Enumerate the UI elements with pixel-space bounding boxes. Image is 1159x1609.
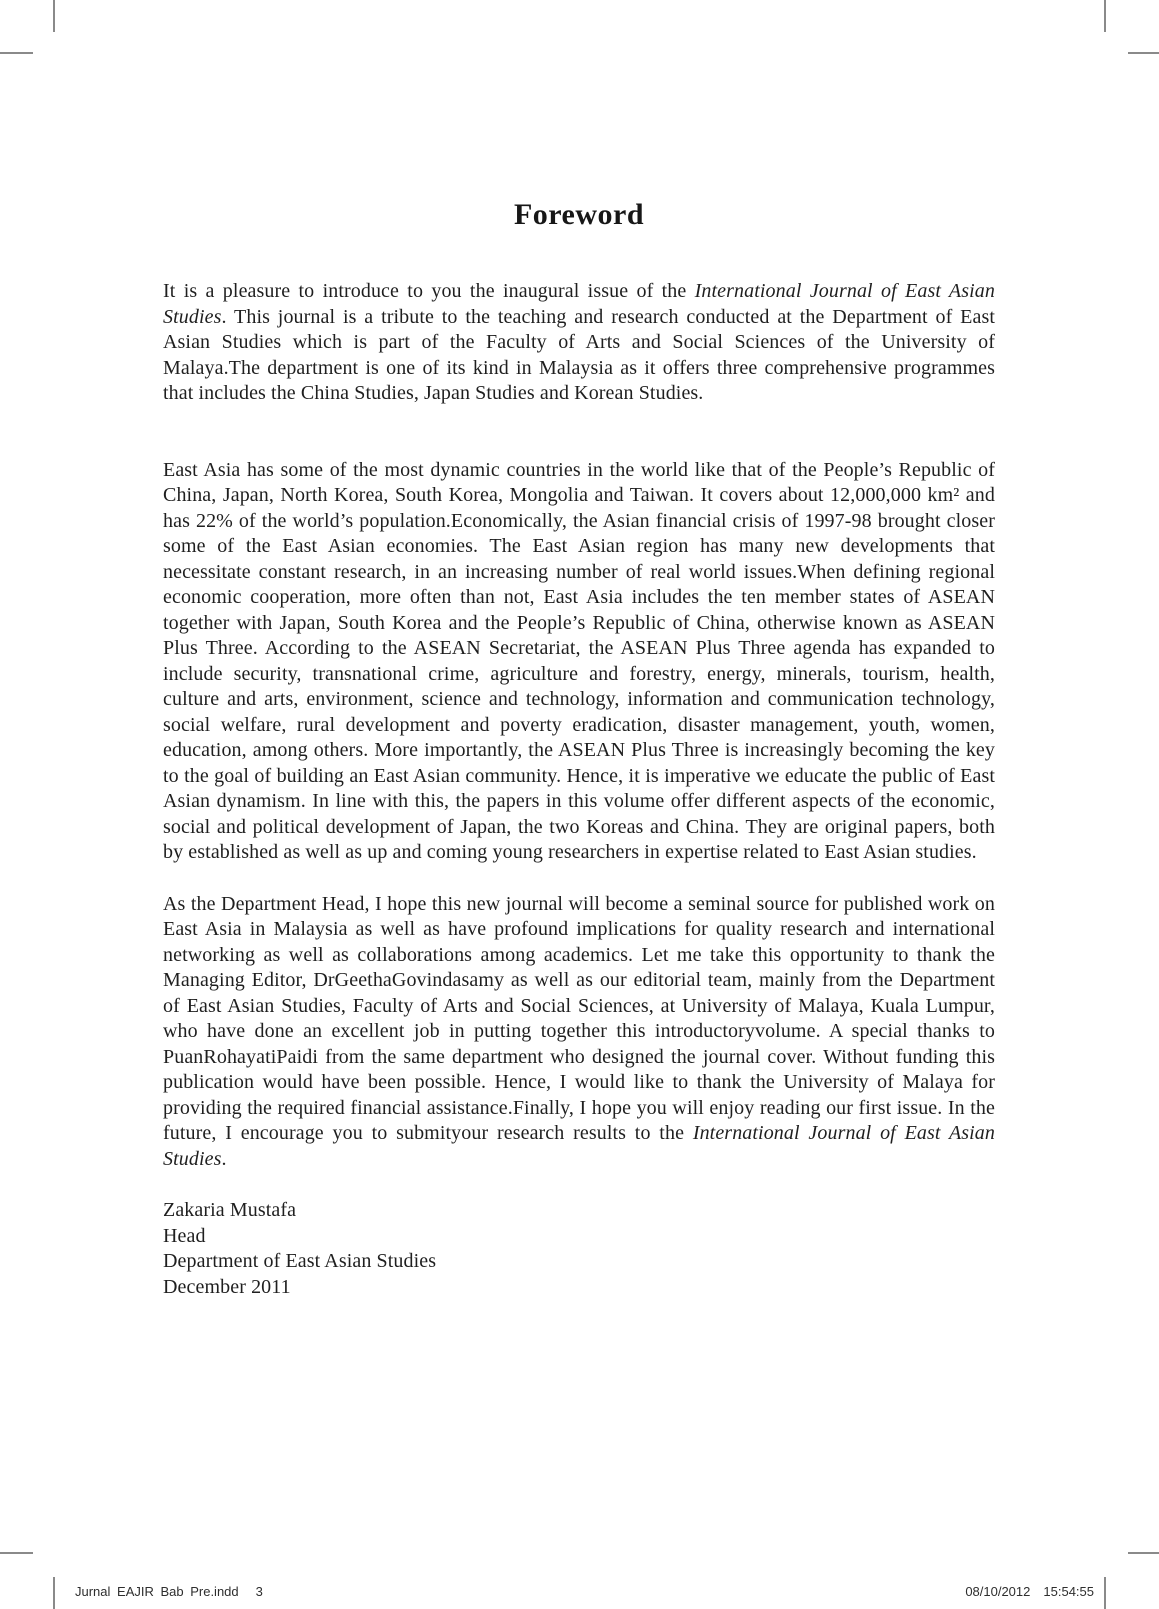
crop-mark-top-left-horizontal xyxy=(0,52,33,54)
signature-line: December 2011 xyxy=(163,1276,291,1299)
footer xyxy=(0,1584,1159,1604)
crop-mark-top-left-vertical xyxy=(53,0,55,32)
text-segment: East Asia has some of the most dynamic countries in the world like that of the People’s Republic of China, Japan, North Korea, South Korea, Mongolia and Taiwan. It covers about 12,000,000 km² and has 22% of the world’s population.Economically, the Asian financial crisis of 1997-98 brought closer some of the East Asian economies. The East Asian region has many new developments that necessitate constant research, in an increasing number of real world issues.When defining regional economic cooperation, more often than not, East Asia includes the ten member states of ASEAN together with Japan, South Korea and the People’s Republic of China, otherwise known as ASEAN Plus Three. According to the ASEAN Secretariat, the ASEAN Plus Three agenda has expanded to include security, transnational crime, agriculture and forestry, energy, minerals, tourism, health, culture and arts, environment, science and technology, information and communication technology, social welfare, rural development and poverty eradication, disaster management, youth, women, education, among others. More importantly, the ASEAN Plus Three is increasingly becoming the key to the goal of building an East Asian community. Hence, it is imperative we educate the public of East Asian dynamism. In line with this, the papers in this volume offer different aspects of the economic, social and political development of Japan, the two Koreas and China. They are original papers, both by established as well as up and coming young researchers in expertise related to East Asian studies. xyxy=(163,458,995,863)
signature-line: Department of East Asian Studies xyxy=(163,1250,437,1273)
text-segment: . This journal is a tribute to the teaching and research conducted at the Department of East Asian Studies which is part of the Faculty of Arts and Social Sciences of the University of Malaya.The department is one of its kind in Malaysia as it offers three comprehensive programmes that includes the China Studies, Japan Studies and Korean Studies. xyxy=(163,305,995,404)
signature-line: Head xyxy=(163,1224,206,1247)
crop-mark-bottom-left-horizontal xyxy=(0,1552,33,1554)
footer-time: 15:54:55 xyxy=(1043,1584,1094,1599)
page-title: Foreword xyxy=(513,198,645,231)
signature-block xyxy=(163,1198,995,1301)
footer-filename: Jurnal EAJIR Bab Pre.indd xyxy=(75,1584,239,1599)
paragraph xyxy=(163,892,995,1173)
signature-line: Zakaria Mustafa xyxy=(163,1199,297,1221)
page-content xyxy=(163,200,995,1301)
footer-timestamp-group xyxy=(965,1584,1094,1599)
italic-text-segment: International Journal of East Asian Studies xyxy=(163,1122,995,1170)
paragraph xyxy=(163,279,995,407)
footer-filename-group xyxy=(75,1584,263,1599)
paragraph xyxy=(163,458,995,866)
crop-mark-top-right-horizontal xyxy=(1128,52,1159,54)
footer-date: 08/10/2012 xyxy=(965,1584,1031,1599)
footer-page-number: 3 xyxy=(255,1584,263,1599)
foreword-paragraphs xyxy=(163,279,995,1172)
crop-mark-bottom-right-horizontal xyxy=(1128,1552,1159,1554)
text-segment: It is a pleasure to introduce to you the inaugural issue of the xyxy=(163,280,695,302)
italic-text-segment: International Journal of East Asian Studies xyxy=(163,280,995,328)
crop-mark-top-right-vertical xyxy=(1104,0,1106,32)
text-segment: As the Department Head, I hope this new journal will become a seminal source for published work on East Asia in Malaysia as well as have profound implications for quality research and international networking as well as collaborations among academics. Let me take this opportunity to thank the Managing Editor, DrGeethaGovindasamy as well as our editorial team, mainly from the Department of East Asian Studies, Faculty of Arts and Social Sciences, at University of Malaya, Kuala Lumpur, who have done an excellent job in putting together this introductoryvolume. A special thanks to PuanRohayatiPaidi from the same department who designed the journal cover. Without funding this publication would have been possible. Hence, I would like to thank the University of Malaya for providing the required financial assistance.Finally, I hope you will enjoy reading our first issue. In the future, I encourage you to submityour research results to the xyxy=(163,892,995,1144)
text-segment: . xyxy=(221,1147,227,1170)
